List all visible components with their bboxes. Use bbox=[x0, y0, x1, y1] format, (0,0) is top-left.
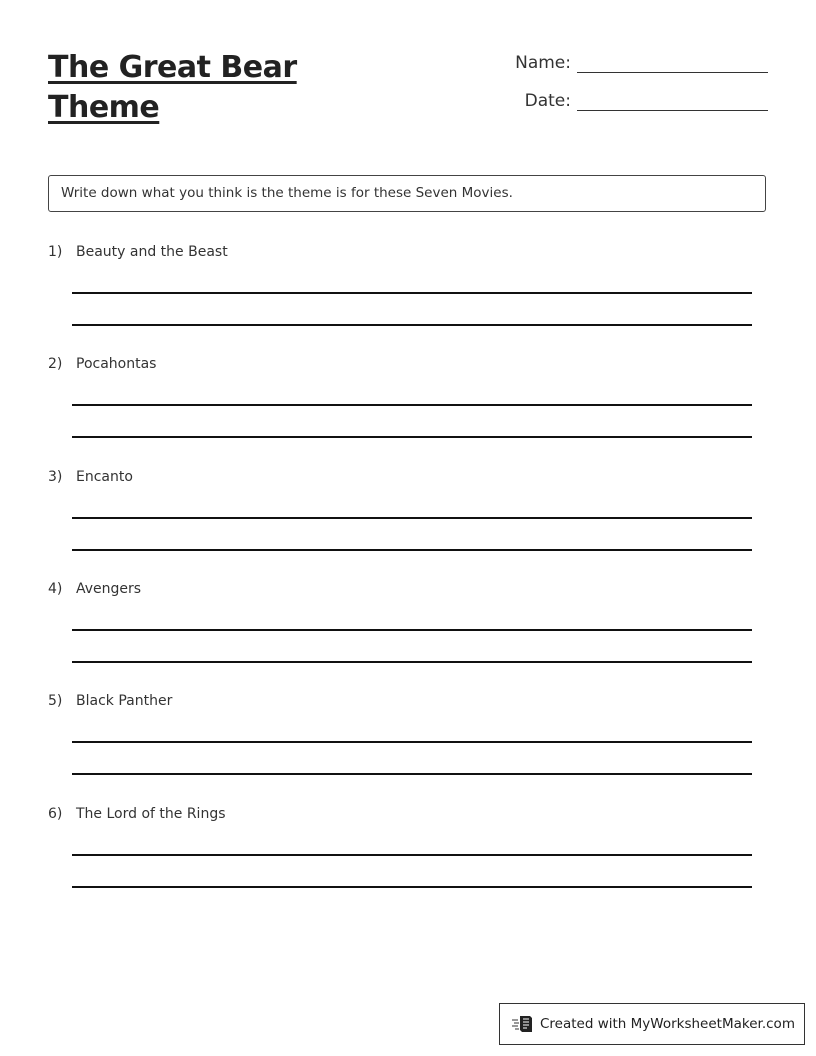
question-number: 1) bbox=[48, 244, 63, 260]
answer-line[interactable] bbox=[72, 629, 752, 631]
worksheet-maker-logo-icon bbox=[512, 1014, 534, 1034]
question-text: Avengers bbox=[76, 581, 142, 597]
answer-line[interactable] bbox=[72, 517, 752, 519]
date-label: Date: bbox=[524, 91, 571, 111]
question-text: Encanto bbox=[76, 469, 133, 485]
question-1 bbox=[48, 244, 768, 260]
question-4 bbox=[48, 581, 768, 597]
question-3 bbox=[48, 469, 768, 485]
question-number: 4) bbox=[48, 581, 63, 597]
instructions-box: Write down what you think is the theme is for these Seven Movies. bbox=[48, 175, 766, 212]
date-field[interactable] bbox=[577, 90, 768, 111]
answer-line[interactable] bbox=[72, 886, 752, 888]
question-text: Beauty and the Beast bbox=[76, 244, 228, 260]
answer-line[interactable] bbox=[72, 741, 752, 743]
question-5 bbox=[48, 693, 768, 709]
question-2 bbox=[48, 356, 768, 372]
name-field[interactable] bbox=[577, 52, 768, 73]
worksheet-title: The Great Bear Theme bbox=[48, 50, 297, 125]
question-6 bbox=[48, 806, 768, 822]
answer-line[interactable] bbox=[72, 292, 752, 294]
name-field-row bbox=[515, 52, 768, 73]
footer-text: Created with MyWorksheetMaker.com bbox=[540, 1016, 795, 1032]
question-text: Pocahontas bbox=[76, 356, 157, 372]
question-number: 6) bbox=[48, 806, 63, 822]
answer-line[interactable] bbox=[72, 404, 752, 406]
footer-badge[interactable] bbox=[499, 1003, 805, 1045]
question-number: 2) bbox=[48, 356, 63, 372]
answer-line[interactable] bbox=[72, 436, 752, 438]
date-field-row bbox=[525, 90, 768, 111]
question-text: The Lord of the Rings bbox=[76, 806, 226, 822]
answer-line[interactable] bbox=[72, 549, 752, 551]
answer-line[interactable] bbox=[72, 773, 752, 775]
question-number: 5) bbox=[48, 693, 63, 709]
answer-line[interactable] bbox=[72, 854, 752, 856]
question-text: Black Panther bbox=[76, 693, 173, 709]
question-number: 3) bbox=[48, 469, 63, 485]
name-label: Name: bbox=[515, 53, 571, 73]
answer-line[interactable] bbox=[72, 661, 752, 663]
answer-line[interactable] bbox=[72, 324, 752, 326]
